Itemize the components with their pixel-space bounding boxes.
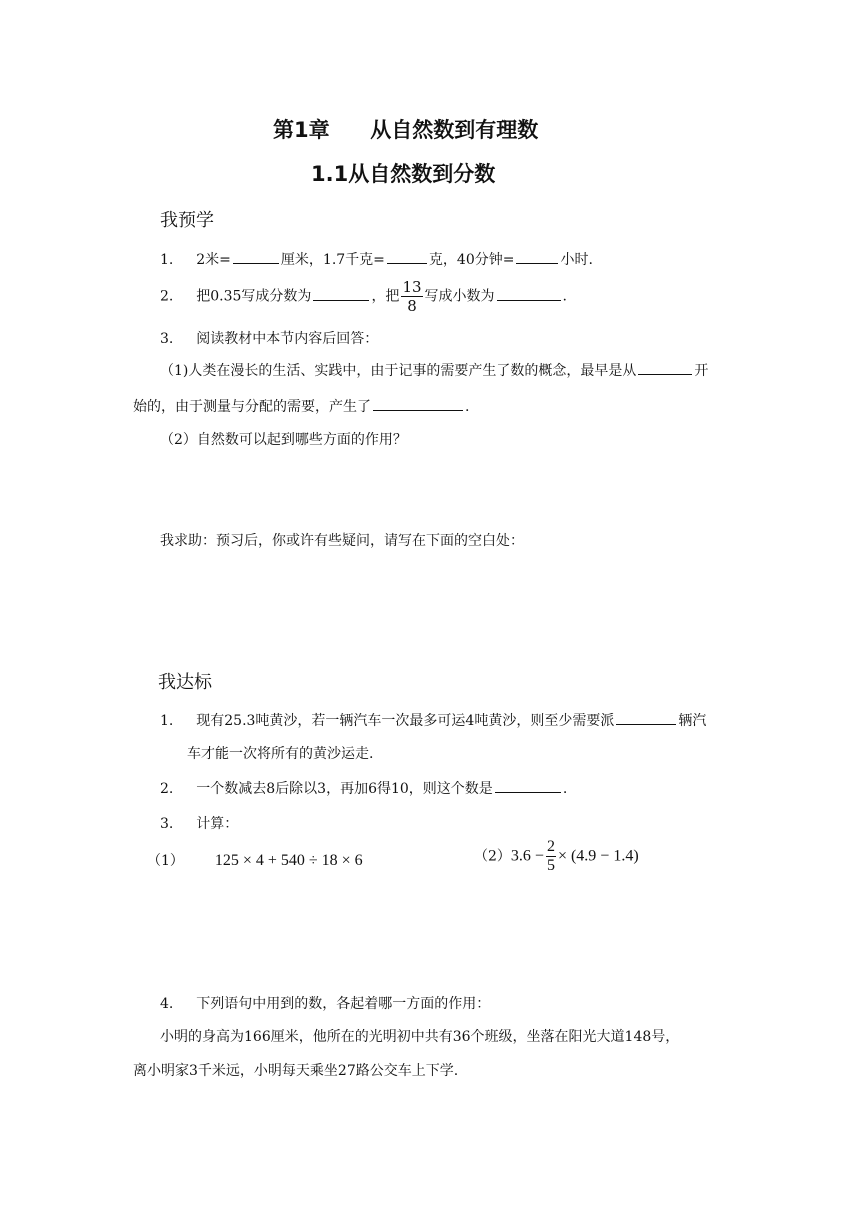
answer-blank: [373, 397, 463, 411]
question-text: 辆汽: [678, 713, 707, 729]
question-number: 4.: [160, 996, 174, 1012]
answer-blank: [616, 711, 676, 725]
expression-1: [147, 850, 363, 870]
section-title: 1.1从自然数到分数: [311, 162, 496, 186]
preview-question-3: [160, 328, 378, 348]
question-text: 小时.: [560, 252, 593, 268]
question-text: 现有25.3吨黄沙，若一辆汽车一次最多可运4吨黄沙，则至少需要派: [196, 713, 615, 729]
fraction-denominator: 8: [407, 297, 417, 315]
expression-formula: × (4.9 − 1.4): [557, 847, 639, 865]
question-text: 计算：: [196, 816, 239, 832]
practice-question-4-paragraph-1: 小明的身高为166厘米，他所在的光明初中共有36个班级，坐落在阳光大道148号，: [160, 1029, 680, 1045]
question-text: 写成小数为: [424, 288, 495, 305]
question-text: 厘米，1.7千克=: [280, 252, 385, 268]
preview-question-3-part-1-cont: [133, 396, 469, 416]
question-text: ，把: [371, 288, 400, 305]
question-text: 下列语句中用到的数，各起着哪一方面的作用：: [196, 996, 491, 1012]
question-text: 开: [694, 363, 709, 379]
question-text: 克，40分钟=: [428, 252, 515, 268]
fraction-numerator: 2: [546, 838, 555, 855]
expression-label: （1）: [147, 853, 184, 869]
question-number: 2.: [160, 288, 174, 305]
question-text: 阅读教材中本节内容后回答：: [196, 331, 379, 347]
question-number: 3.: [160, 816, 174, 832]
help-prompt: 我求助：预习后，你或许有些疑问，请写在下面的空白处：: [160, 533, 524, 549]
answer-blank: [516, 250, 558, 264]
practice-heading: 我达标: [158, 672, 212, 693]
practice-question-3: [160, 813, 238, 833]
expression-formula: 3.6 −: [510, 847, 544, 865]
question-number: 1.: [160, 713, 174, 729]
question-text: .: [562, 288, 567, 305]
question-text: 始的，由于测量与分配的需要，产生了: [133, 399, 371, 415]
chapter-title: 从自然数到有理数: [370, 118, 539, 142]
answer-blank: [313, 287, 369, 301]
practice-question-2: [160, 778, 567, 798]
fraction-denominator: 5: [546, 857, 555, 874]
fraction: [401, 278, 422, 315]
answer-blank: [387, 250, 427, 264]
preview-question-3-part-2: （2）自然数可以起到哪些方面的作用？: [160, 432, 407, 448]
preview-heading: 我预学: [160, 210, 214, 231]
preview-question-3-part-1: [160, 360, 708, 380]
question-text: 把0.35写成分数为: [196, 288, 312, 305]
chapter-label: 第1章: [273, 118, 330, 142]
practice-question-4-paragraph-2: 离小明家3千米远，小明每天乘坐27路公交车上下学.: [133, 1063, 459, 1079]
practice-question-1: [160, 710, 706, 730]
preview-question-2: [160, 278, 567, 315]
expression-label: （2）: [474, 848, 511, 865]
answer-blank: [495, 779, 561, 793]
expression-2: [474, 838, 639, 875]
question-number: 2.: [160, 781, 174, 797]
practice-question-4: [160, 993, 490, 1013]
expression-formula: 125 × 4 + 540 ÷ 18 × 6: [214, 852, 363, 869]
practice-question-1-cont: 车才能一次将所有的黄沙运走.: [187, 746, 374, 762]
question-text: .: [562, 781, 568, 797]
question-text: .: [465, 399, 470, 415]
question-number: 3.: [160, 331, 174, 347]
answer-blank: [638, 361, 692, 375]
answer-blank: [497, 287, 561, 301]
chapter-heading: [273, 114, 538, 144]
question-number: 1.: [160, 252, 174, 268]
question-text: 一个数减去8后除以3，再加6得10，则这个数是: [196, 781, 493, 797]
question-text: （1)人类在漫长的生活、实践中，由于记事的需要产生了数的概念，最早是从: [160, 363, 637, 379]
question-text: 2米=: [196, 252, 231, 268]
answer-blank: [233, 250, 279, 264]
preview-question-1: [160, 249, 593, 269]
fraction: [546, 838, 556, 875]
fraction-numerator: 13: [402, 278, 422, 296]
